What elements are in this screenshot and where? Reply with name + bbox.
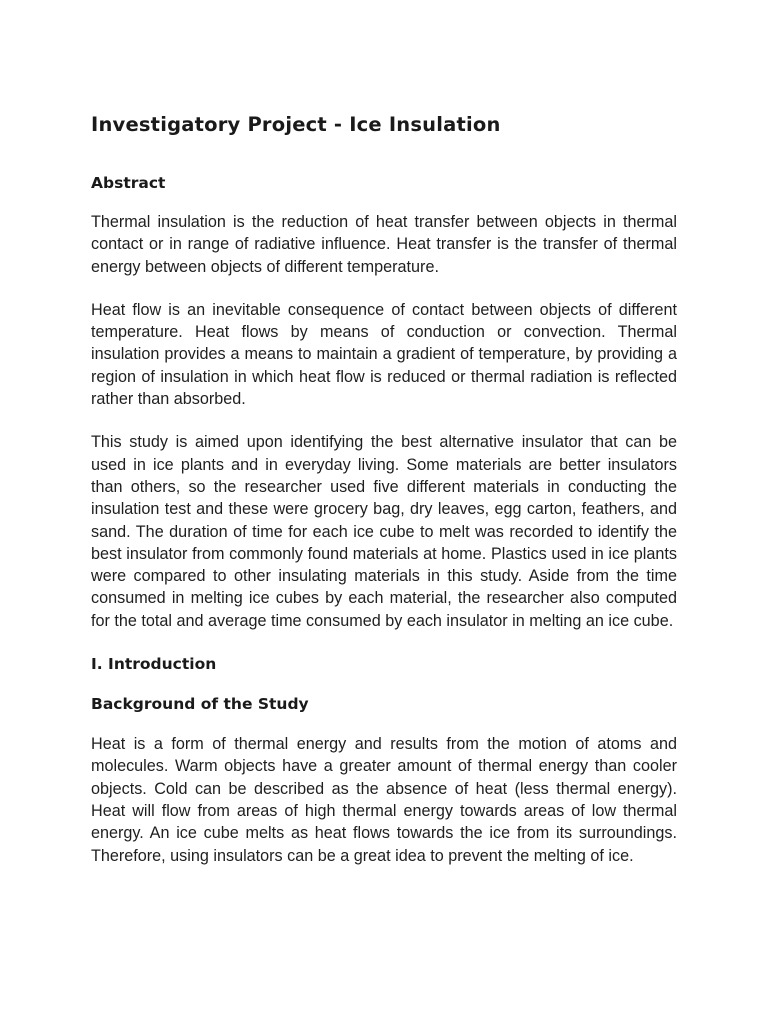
background-paragraph-1: Heat is a form of thermal energy and results from the motion of atoms and molecules. Warm objects have a greater amount of thermal energy than cooler objects. Cold can be described as the absence of heat (less thermal energy). Heat will flow from areas of high thermal energy towards areas of low thermal energy. An ice cube melts as heat flows towards the ice from its surroundings. Therefore, using insulators can be a great idea to prevent the melting of ice. <box>91 735 677 865</box>
abstract-paragraph-3: This study is aimed upon identifying the best alternative insulator that can be used in ice plants and in everyday living. Some materials are better insulators than others, so the researcher used five different materials in conducting the insulation test and these were grocery bag, dry leaves, egg carton, feathers, and sand. The duration of time for each ice cube to melt was recorded to identify the best insulator from commonly found materials at home. Plastics used in ice plants were compared to other insulating materials in this study. Aside from the time consumed in melting ice cubes by each material, the researcher also computed for the total and average time consumed by each insulator in melting an ice cube. <box>91 433 677 630</box>
abstract-paragraph-1: Thermal insulation is the reduction of heat transfer between objects in thermal contact or in range of radiative influence. Heat transfer is the transfer of thermal energy between objects of different temperature. <box>91 213 677 276</box>
abstract-paragraph-2: Heat flow is an inevitable consequence of contact between objects of different temperature. Heat flows by means of conduction or convection. Thermal insulation provides a means to maintain a gradient of temperature, by providing a region of insulation in which heat flow is reduced or thermal radiation is reflected rather than absorbed. <box>91 300 677 409</box>
background-heading: Background of the Study <box>91 695 309 714</box>
introduction-heading: I. Introduction <box>91 655 217 674</box>
abstract-heading: Abstract <box>91 174 166 192</box>
page-title: Investigatory Project - Ice Insulation <box>91 113 501 136</box>
document-body <box>91 108 677 888</box>
